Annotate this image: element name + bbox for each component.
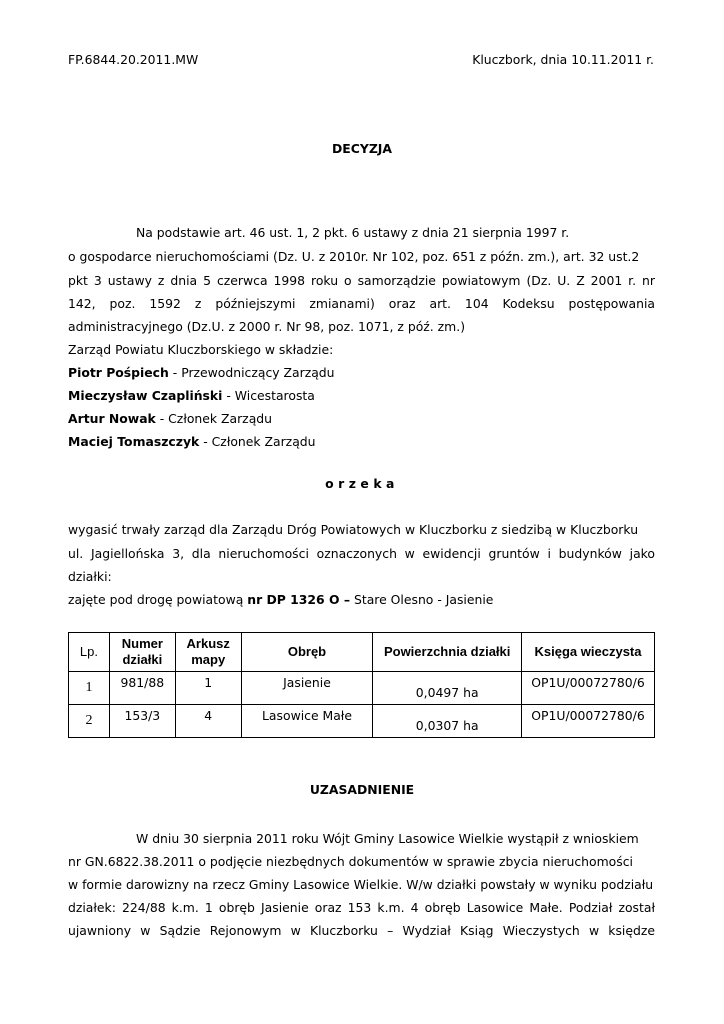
cell-sheet: 1: [175, 672, 241, 705]
legal-basis-line-1: Na podstawie art. 46 ust. 1, 2 pkt. 6 ustawy z dnia 21 sierpnia 1997 r.: [136, 225, 570, 240]
cell-area: 0,0497 ha: [373, 672, 522, 705]
cell-plot: 153/3: [109, 705, 175, 738]
header-map-sheet: Arkusz mapy: [175, 633, 241, 672]
legal-basis-line-2: o gospodarce nieruchomościami (Dz. U. z 2010r. Nr 102, poz. 651 z późn. zm.), art. 32 ust.2: [68, 249, 640, 264]
header-land-register: Księga wieczysta: [522, 633, 655, 672]
board-member: [68, 411, 272, 426]
ruling-line-3: działki:: [68, 569, 112, 584]
header-precinct: Obręb: [241, 633, 373, 672]
cell-sheet: 4: [175, 705, 241, 738]
plots-table: [68, 632, 655, 738]
legal-basis-line-3: pkt 3 ustawy z dnia 5 czerwca 1998 roku o samorządzie powiatowym (Dz. U. Z 2001 r. nr: [68, 273, 655, 288]
road-prefix: zajęte pod drogę powiatową: [68, 592, 248, 607]
cell-land-register: OP1U/00072780/6: [522, 705, 655, 738]
board-member-name: Maciej Tomaszczyk: [68, 434, 200, 449]
ruling-line-2: ul. Jagiellońska 3, dla nieruchomości oznaczonych w ewidencji gruntów i budynków jako: [68, 546, 655, 561]
legal-basis-line-5: administracyjnego (Dz.U. z 2000 r. Nr 98, poz. 1071, z póź. zm.): [68, 319, 466, 334]
board-member: [68, 388, 315, 403]
ruling-line-1: wygasić trwały zarząd dla Zarządu Dróg Powiatowych w Kluczborku z siedzibą w Kluczborku: [68, 522, 639, 537]
board-member-name: Piotr Pośpiech: [68, 365, 169, 380]
table-header-row: [69, 633, 655, 672]
ruling-title: orzeka: [325, 476, 399, 491]
table-row: [69, 672, 655, 705]
decision-title: DECYZJA: [332, 141, 392, 156]
board-member-name: Mieczysław Czapliński: [68, 388, 223, 403]
justification-line-3: w formie darowizny na rzecz Gminy Lasowice Wielkie. W/w działki powstały w wyniku podziału: [68, 877, 654, 892]
header-plot-number: Numer działki: [109, 633, 175, 672]
justification-line-5: ujawniony w Sądzie Rejonowym w Kluczborku – Wydział Ksiąg Wieczystych w księdze: [68, 923, 655, 938]
header-lp: Lp.: [69, 633, 110, 672]
justification-line-4: działek: 224/88 k.m. 1 obręb Jasienie oraz 153 k.m. 4 obręb Lasowice Małe. Podział został: [68, 900, 655, 915]
justification-line-1: W dniu 30 sierpnia 2011 roku Wójt Gminy Lasowice Wielkie wystąpił z wnioskiem: [136, 831, 639, 846]
road-description: [68, 592, 493, 607]
cell-land-register: OP1U/00072780/6: [522, 672, 655, 705]
cell-plot: 981/88: [109, 672, 175, 705]
cell-lp: 2: [69, 705, 110, 738]
justification-title: UZASADNIENIE: [309, 782, 415, 797]
board-member-role: - Członek Zarządu: [199, 434, 316, 449]
board-member: [68, 434, 316, 449]
cell-precinct: Lasowice Małe: [241, 705, 373, 738]
place-and-date: Kluczbork, dnia 10.11.2011 r.: [472, 52, 654, 67]
road-number: nr DP 1326 O –: [247, 592, 351, 607]
cell-precinct: Jasienie: [241, 672, 373, 705]
board-member-role: - Wicestarosta: [222, 388, 315, 403]
table-row: [69, 705, 655, 738]
justification-line-2: nr GN.6822.38.2011 o podjęcie niezbędnych dokumentów w sprawie zbycia nieruchomości: [68, 854, 633, 869]
cell-area: 0,0307 ha: [373, 705, 522, 738]
road-suffix: Stare Olesno - Jasienie: [350, 592, 494, 607]
board-member: [68, 365, 335, 380]
cell-lp: 1: [69, 672, 110, 705]
document-reference: FP.6844.20.2011.MW: [68, 52, 199, 67]
header-area: Powierzchnia działki: [373, 633, 522, 672]
board-member-role: - Przewodniczący Zarządu: [168, 365, 335, 380]
board-member-name: Artur Nowak: [68, 411, 156, 426]
board-intro: Zarząd Powiatu Kluczborskiego w składzie:: [68, 342, 334, 357]
legal-basis-line-4: 142, poz. 1592 z późniejszymi zmianami) oraz art. 104 Kodeksu postępowania: [68, 296, 655, 311]
board-member-role: - Członek Zarządu: [155, 411, 272, 426]
